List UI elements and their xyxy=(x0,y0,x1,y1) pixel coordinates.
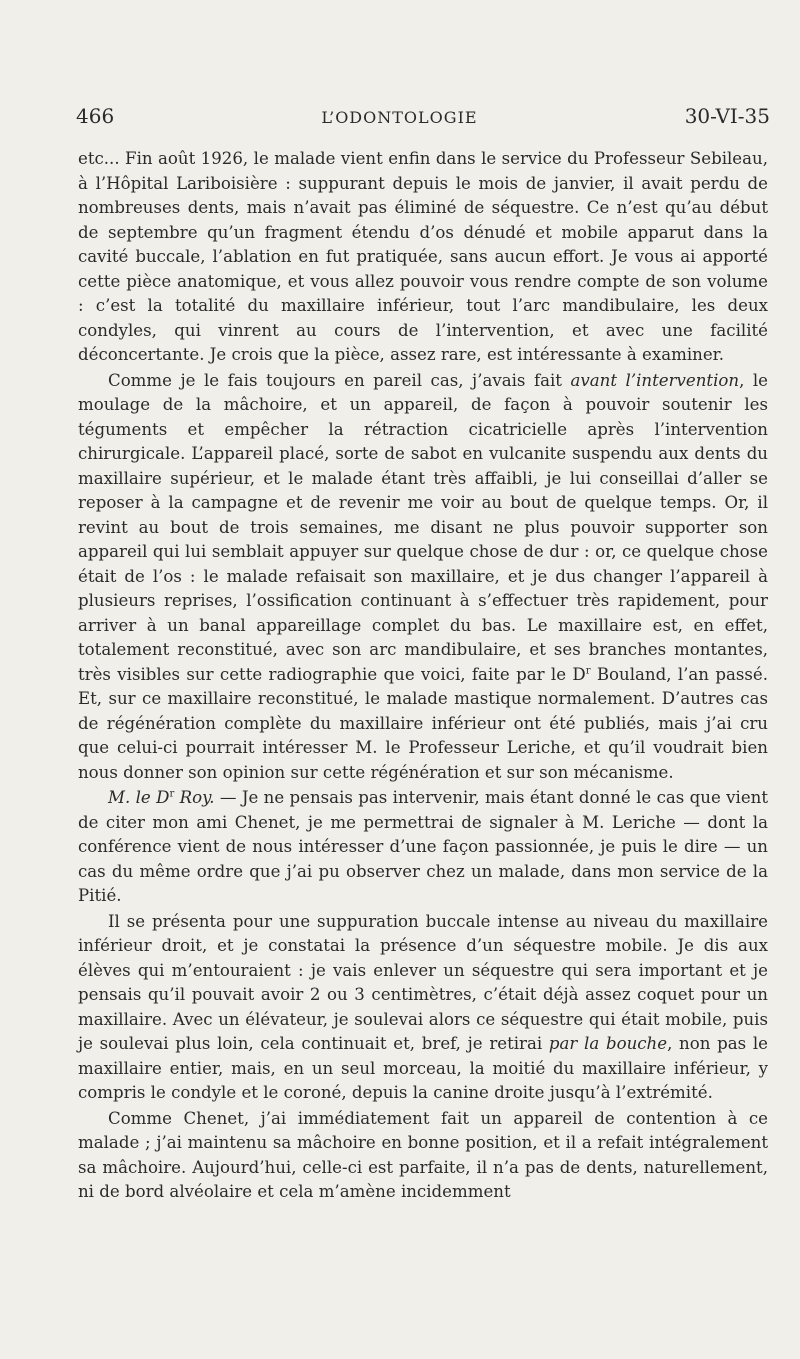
paragraph-2-text-b: , le moulage de la mâchoire, et un appareil, de façon à pouvoir soutenir les téguments et empêcher la rétraction cicatricielle après l’intervention chirurgicale. L’appareil placé, sorte de sabot en vulcanite suspendu aux dents du maxillaire supérieur, et le malade étant très affaibli, je lui conseillai d’aller se reposer à la campagne et de revenir me voir au bout de quelque temps. Or, il revint au bout de trois semaines, me disant ne plus pouvoir supporter son appareil qui lui semblait appuyer sur quelque chose de dur : or, ce quelque chose était de l’os : le malade refaisait son maxillaire, et je dus changer l’appareil à plusieurs reprises, l’ossification continuant à s’effectuer très rapidement, pour arriver à un banal appareillage complet du bas. Le maxillaire est, en effet, totalement reconstitué, avec son arc mandibulaire, et ses branches montantes, très visibles sur cette radiographie que voici, faite par le D xyxy=(78,370,768,684)
journal-title: L’ODONTOLOGIE xyxy=(321,108,478,127)
speaker-name-a: M. le D xyxy=(108,788,170,807)
speaker-name-b: Roy. xyxy=(174,788,215,807)
paragraph-3 xyxy=(78,786,768,909)
paragraph-2-text-c: Bouland, l’an passé. Et, sur ce maxillaire reconstitué, le malade mastique normalement. D’autres cas de régénération complète du maxillaire inférieur ont été publiés, mais j’ai cru que celui-ci pourrait intéresser M. le Professeur Leriche, et qu’il voudrait bien nous donner son opinion sur cette régénération et sur son mécanisme. xyxy=(78,664,768,782)
paragraph-1: etc... Fin août 1926, le malade vient enfin dans le service du Professeur Sebileau, à l’Hôpital Lariboisière : suppurant depuis le mois de janvier, il avait perdu de nombreuses dents, mais n’avait pas éliminé de séquestre. Ce n’est qu’au début de septembre qu’un fragment étendu d’os dénudé et mobile apparut dans la cavité buccale, l’ablation en fut pratiquée, sans aucun effort. Je vous ai apporté cette pièce anatomique, et vous allez pouvoir vous rendre compte de son volume : c’est la totalité du maxillaire inférieur, tout l’arc mandibulaire, les deux condyles, qui vinrent au cours de l’intervention, et avec une facilité déconcertante. Je crois que la pièce, assez rare, est intéressante à examiner. xyxy=(78,149,768,364)
paragraph-5: Comme Chenet, j’ai immédiatement fait un appareil de contention à ce malade ; j’ai maintenu sa mâchoire en bonne position, et il a refait intégralement sa mâchoire. Aujourd’hui, celle-ci est parfaite, il n’a pas de dents, naturellement, ni de bord alvéolaire et cela m’amène incidemment xyxy=(78,1108,768,1201)
paragraph-2 xyxy=(78,369,768,786)
paragraph-2-text-a: Comme je le fais toujours en pareil cas, j’avais fait xyxy=(108,370,571,390)
issue-date: 30-VI-35 xyxy=(684,104,770,128)
paragraph-3-text: — Je ne pensais pas intervenir, mais étant donné le cas que vient de citer mon ami Chenet, je me permettrai de signaler à M. Leriche — dont la conférence vient de nous intéresser d’une façon passionnée, je puis le dire — un cas du même ordre que j’ai pu observer chez un malade, dans mon service de la Pitié. xyxy=(78,788,768,905)
paragraph-2-emphasis: avant l’intervention xyxy=(570,370,740,390)
running-header xyxy=(76,104,770,138)
speaker-superscript: r xyxy=(169,788,175,800)
paragraph-2-superscript: r xyxy=(585,664,591,676)
paragraph-4 xyxy=(78,910,768,1106)
article-body xyxy=(78,147,768,1205)
paragraph-4-text-a: Il se présenta pour une suppuration buccale intense au niveau du maxillaire inférieur droit, et je constatai la présence d’un séquestre mobile. Je dis aux élèves qui m’entouraient : je vais enlever un séquestre qui sera important et je pensais qu’il pouvait avoir 2 ou 3 centimètres, c’était déjà assez coquet pour un maxillaire. Avec un élévateur, je soulevai alors ce séquestre qui était mobile, puis je soulevai plus loin, cela continuait et, bref, je retirai xyxy=(78,911,768,1053)
paragraph-4-emphasis: par la bouche xyxy=(548,1034,668,1053)
paragraph-4-text-b: , non pas le maxillaire entier, mais, en un seul morceau, la moitié du maxillaire inférieur, y compris le condyle et le coroné, depuis la canine droite jusqu’à l’extrémité. xyxy=(78,1034,768,1102)
page-number: 466 xyxy=(76,104,115,128)
